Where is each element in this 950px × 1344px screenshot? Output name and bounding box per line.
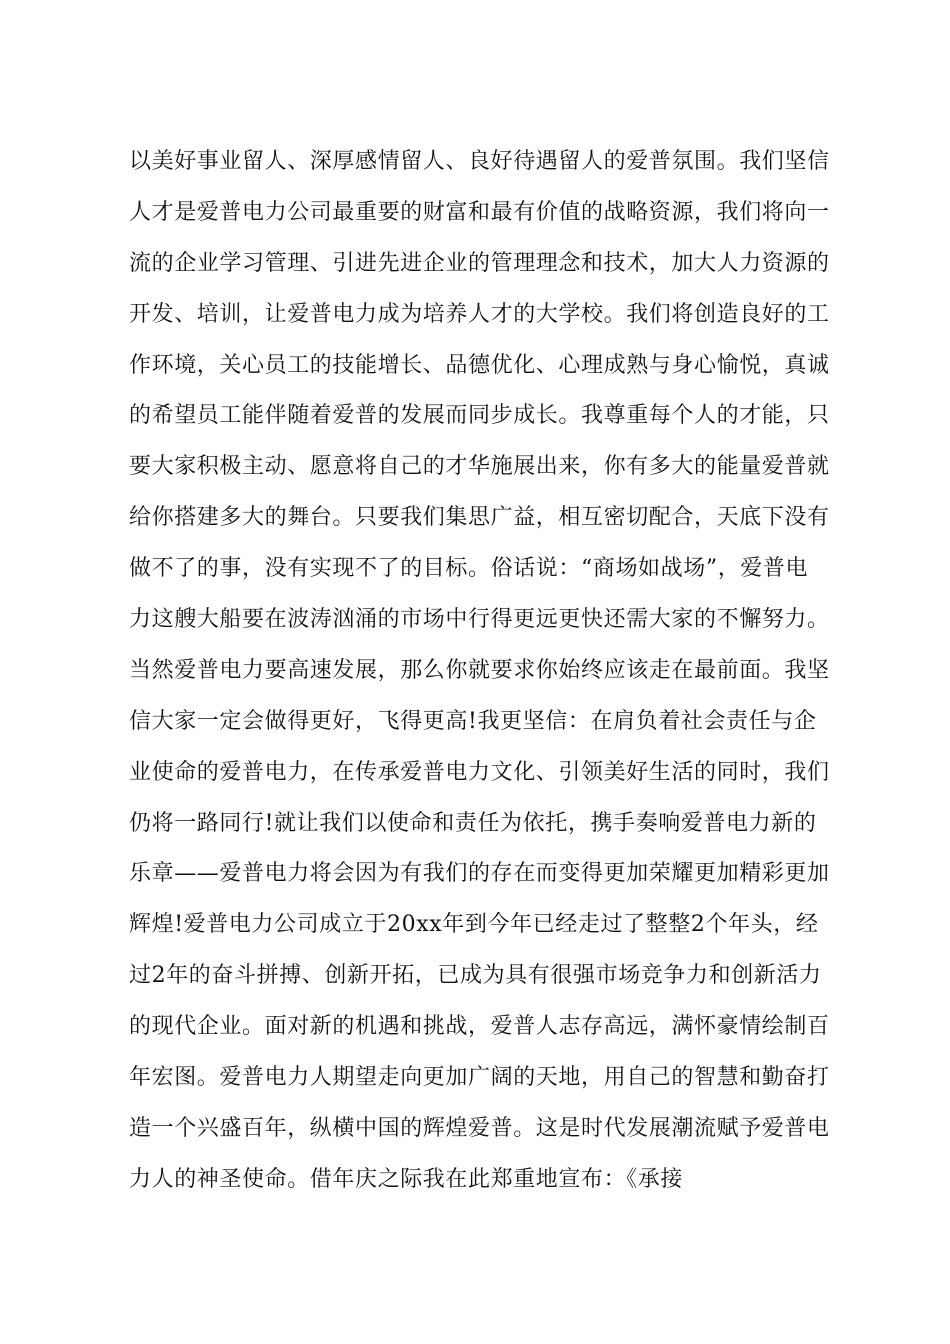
text-line: 力人的神圣使命。借年庆之际我在此郑重地宣布：《承接 (129, 1166, 684, 1192)
text-line: 信大家一定会做得更好，飞得更高!我更坚信：在肩负着社会责任与企 (129, 708, 817, 734)
text-line: 过2年的奋斗拼搏、创新开拓，已成为具有很强市场竞争力和创新活力 (129, 963, 822, 989)
text-line: 以美好事业留人、深厚感情留人、良好待遇留人的爱普氛围。我们坚信 (129, 149, 830, 174)
text-line: 给你搭建多大的舞台。只要我们集思广益，相互密切配合，天底下没有 (129, 505, 830, 531)
text-line: 当然爱普电力要高速发展，那么你就要求你始终应该走在最前面。我坚 (129, 657, 830, 683)
text-line: 辉煌!爱普电力公司成立于20xx年到今年已经走过了整整2个年头，经 (129, 912, 819, 938)
text-line: 仍将一路同行!就让我们以使命和责任为依托，携手奏响爱普电力新的 (129, 810, 817, 836)
text-line: 的希望员工能伴随着爱普的发展而同步成长。我尊重每个人的才能，只 (129, 403, 830, 429)
text-line: 的现代企业。面对新的机遇和挑战，爱普人志存高远，满怀豪情绘制百 (129, 1014, 830, 1040)
text-line: 流的企业学习管理、引进先进企业的管理理念和技术，加大人力资源的 (129, 250, 830, 276)
body-paragraph (129, 140, 829, 1209)
text-line: 开发、培训，让爱普电力成为培养人才的大学校。我们将创造良好的工 (129, 301, 830, 327)
text-line: 做不了的事，没有实现不了的目标。俗话说：“商场如战场”，爱普电 (129, 556, 809, 582)
text-line: 作环境，关心员工的技能增长、品德优化、心理成熟与身心愉悦，真诚 (129, 352, 830, 378)
text-line: 业使命的爱普电力，在传承爱普电力文化、引领美好生活的同时，我们 (129, 759, 830, 785)
text-line: 人才是爱普电力公司最重要的财富和最有价值的战略资源，我们将向一 (129, 199, 830, 225)
text-line: 力这艘大船要在波涛汹涌的市场中行得更远更快还需大家的不懈努力。 (129, 607, 830, 633)
text-line: 乐章——爱普电力将会因为有我们的存在而变得更加荣耀更加精彩更加 (129, 861, 830, 887)
text-line: 年宏图。爱普电力人期望走向更加广阔的天地，用自己的智慧和勤奋打 (129, 1065, 830, 1091)
text-line: 造一个兴盛百年，纵横中国的辉煌爱普。这是时代发展潮流赋予爱普电 (129, 1115, 830, 1141)
text-line: 要大家积极主动、愿意将自己的才华施展出来，你有多大的能量爱普就 (129, 454, 830, 480)
